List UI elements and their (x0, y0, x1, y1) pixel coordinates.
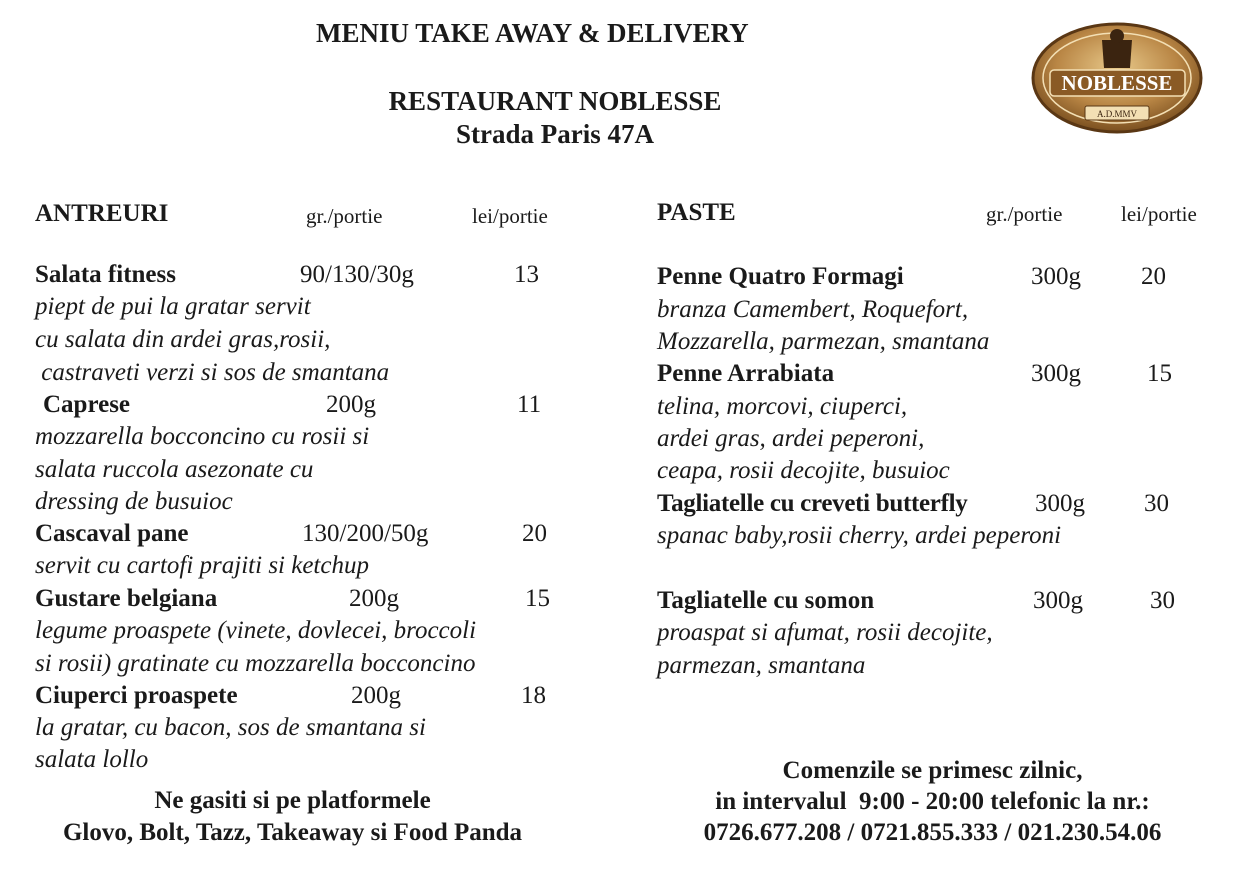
dish-name: Caprese (43, 391, 131, 418)
menu-title: MENIU TAKE AWAY & DELIVERY (316, 18, 749, 48)
dish-desc: Mozzarella, parmezan, smantana (657, 328, 990, 355)
dish-weight: 300g (1031, 360, 1081, 387)
dish-desc: castraveti verzi si sos de smantana (35, 359, 390, 386)
platforms-list: Glovo, Bolt, Tazz, Takeaway si Food Panda (62, 819, 523, 846)
orders-note: Comenzile se primesc zilnic, (782, 757, 1083, 784)
paste-weight-header: gr./portie (986, 202, 1063, 226)
paste-price-header: lei/portie (1121, 202, 1197, 226)
dish-desc: salata lollo (35, 746, 149, 773)
dish-price: 11 (517, 391, 542, 418)
dish-weight: 200g (349, 585, 399, 612)
dish-name: Tagliatelle cu creveti butterfly (657, 490, 968, 517)
dish-weight: 200g (326, 391, 376, 418)
platforms-note: Ne gasiti si pe platformele (154, 787, 431, 814)
dish-name: Tagliatelle cu somon (657, 587, 875, 614)
dish-desc: la gratar, cu bacon, sos de smantana si (35, 714, 426, 741)
dish-price: 13 (514, 261, 539, 288)
dish-name: Cascaval pane (35, 520, 189, 547)
dish-weight: 300g (1035, 490, 1085, 517)
dish-price: 15 (1147, 360, 1172, 387)
antreuri-weight-header: gr./portie (306, 204, 383, 228)
dish-desc: spanac baby,rosii cherry, ardei peperoni (657, 522, 1062, 549)
noblesse-crest-icon (1030, 20, 1205, 135)
restaurant-address: Strada Paris 47A (456, 119, 654, 149)
dish-desc: cu salata din ardei gras,rosii, (35, 326, 331, 353)
dish-desc: legume proaspete (vinete, dovlecei, broccoli (35, 617, 477, 644)
dish-weight: 300g (1033, 587, 1083, 614)
dish-name: Salata fitness (35, 261, 176, 288)
dish-name: Penne Arrabiata (657, 360, 835, 387)
dish-name: Gustare belgiana (35, 585, 218, 612)
dish-desc: parmezan, smantana (657, 652, 866, 679)
dish-desc: mozzarella bocconcino cu rosii si (35, 423, 370, 450)
antreuri-price-header: lei/portie (472, 204, 548, 228)
antreuri-title: ANTREURI (35, 200, 169, 227)
dish-price: 30 (1144, 490, 1169, 517)
paste-title: PASTE (657, 199, 736, 226)
dish-desc: ceapa, rosii decojite, busuioc (657, 457, 950, 484)
dish-desc: branza Camembert, Roquefort, (657, 296, 969, 323)
dish-price: 20 (522, 520, 547, 547)
dish-price: 20 (1141, 263, 1166, 290)
dish-weight: 200g (351, 682, 401, 709)
dish-desc: piept de pui la gratar servit (35, 293, 311, 320)
logo-name: NOBLESSE (1061, 71, 1173, 95)
restaurant-name: RESTAURANT NOBLESSE (388, 86, 722, 116)
dish-desc: ardei gras, ardei peperoni, (657, 425, 925, 452)
dish-desc: servit cu cartofi prajiti si ketchup (35, 552, 369, 579)
logo-subtitle: A.D.MMV (1096, 109, 1138, 119)
dish-weight: 130/200/50g (302, 520, 429, 547)
orders-hours: in intervalul 9:00 - 20:00 telefonic la nr.: (715, 788, 1150, 815)
dish-desc: salata ruccola asezonate cu (35, 456, 314, 483)
phone-numbers: 0726.677.208 / 0721.855.333 / 021.230.54.06 (703, 819, 1162, 846)
dish-name: Ciuperci proaspete (35, 682, 238, 709)
dish-name: Penne Quatro Formagi (657, 263, 904, 290)
dish-desc: si rosii) gratinate cu mozzarella bocconcino (35, 650, 476, 677)
dish-weight: 90/130/30g (300, 261, 414, 288)
dish-desc: proaspat si afumat, rosii decojite, (657, 619, 993, 646)
dish-price: 15 (525, 585, 550, 612)
dish-desc: dressing de busuioc (35, 488, 233, 515)
dish-weight: 300g (1031, 263, 1081, 290)
dish-price: 18 (521, 682, 546, 709)
dish-desc: telina, morcovi, ciuperci, (657, 393, 908, 420)
dish-price: 30 (1150, 587, 1175, 614)
